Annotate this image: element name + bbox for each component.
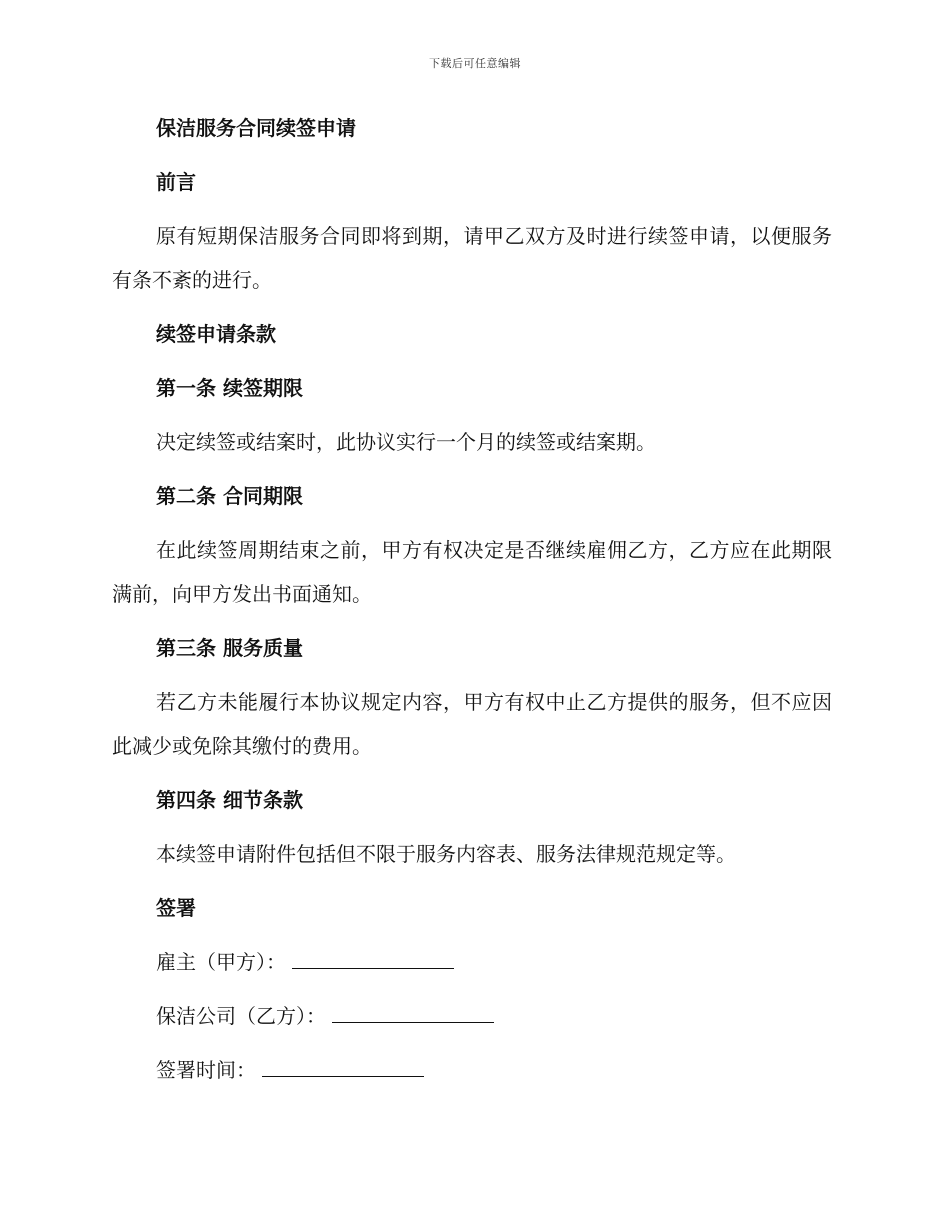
company-signature-blank: [332, 998, 494, 1023]
employer-signature-blank: [292, 944, 454, 969]
article-4-heading: 第四条 细节条款: [156, 788, 303, 812]
employer-signature-line: [112, 940, 832, 984]
article-2-heading: 第二条 合同期限: [156, 484, 303, 508]
document-title: 保洁服务合同续签申请: [156, 116, 356, 140]
date-signature-line: [112, 1048, 832, 1092]
preface-text: 原有短期保洁服务合同即将到期，请甲乙双方及时进行续签申请，以便服务有条不紊的进行。: [112, 224, 832, 292]
employer-label: 雇主（甲方）：: [156, 950, 286, 974]
signature-heading: 签署: [156, 896, 196, 920]
article-1-heading: 第一条 续签期限: [156, 376, 303, 400]
article-2-text: 在此续签周期结束之前，甲方有权决定是否继续雇佣乙方，乙方应在此期限满前，向甲方发出书面通知。: [112, 538, 832, 606]
date-signature-blank: [262, 1052, 424, 1077]
document-body: [112, 106, 832, 1102]
article-4-text: 本续签申请附件包括但不限于服务内容表、服务法律规范规定等。: [156, 842, 736, 866]
date-label: 签署时间：: [156, 1058, 256, 1082]
article-3-heading: 第三条 服务质量: [156, 636, 303, 660]
company-signature-line: [112, 994, 832, 1038]
preface-heading: 前言: [156, 170, 196, 194]
header-note: 下载后可任意编辑: [429, 57, 521, 70]
article-1-text: 决定续签或结案时，此协议实行一个月的续签或结案期。: [156, 430, 656, 454]
article-3-text: 若乙方未能履行本协议规定内容，甲方有权中止乙方提供的服务，但不应因此减少或免除其缴付的费用。: [112, 690, 832, 758]
terms-heading: 续签申请条款: [156, 322, 276, 346]
company-label: 保洁公司（乙方）：: [156, 1004, 326, 1028]
